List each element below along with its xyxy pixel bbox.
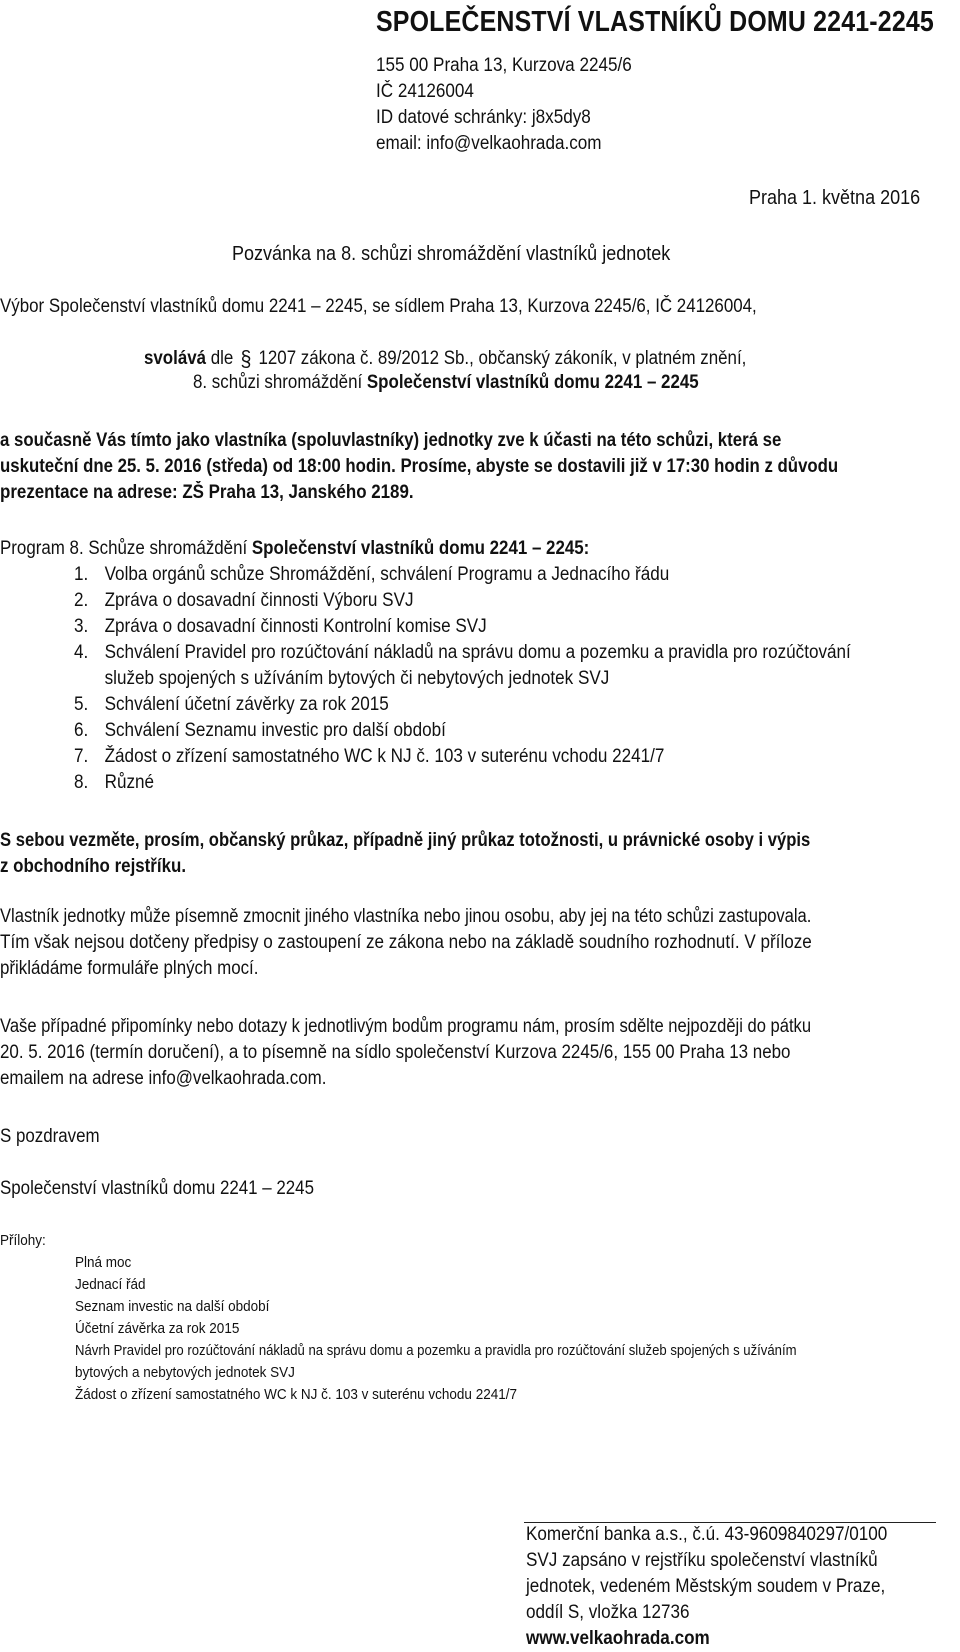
footer-registry-2: jednotek, vedeném Městským soudem v Praze, xyxy=(526,1576,886,1597)
comments-line-2: 20. 5. 2016 (termín doručení), a to písemně na sídlo společenství Kurzova 2245/6, 155 00 Praha 13 nebo xyxy=(0,1042,791,1063)
program-item-text: Žádost o zřízení samostatného WC k NJ č. 103 v suterénu vchodu 2241/7 xyxy=(104,746,665,767)
program-item-6 xyxy=(74,720,446,742)
program-item-text: Zpráva o dosavadní činnosti Kontrolní komise SVJ xyxy=(104,616,487,637)
program-item-text: Schválení Pravidel pro rozúčtování nákladů na správu domu a pozemku a pravidla pro rozúčtování xyxy=(104,642,851,663)
intro-line-3 xyxy=(193,372,699,394)
program-item-text: Schválení Seznamu investic pro další období xyxy=(104,720,446,741)
closing-greeting: S pozdravem xyxy=(0,1126,100,1147)
program-item-number: 6. xyxy=(74,720,89,741)
notice-line-2a: uskuteční dne 25. 5. 2016 (středa) od 18:00 hodin. xyxy=(0,456,396,477)
attachment-item: Jednací řád xyxy=(75,1276,146,1293)
program-item-text: Různé xyxy=(104,772,155,793)
footer-website[interactable]: www.velkaohrada.com xyxy=(526,1628,710,1649)
attachment-item: Účetní závěrka za rok 2015 xyxy=(75,1320,240,1337)
convenes-word: svolává xyxy=(144,348,207,369)
program-item-5 xyxy=(74,694,389,716)
program-item-4-continued xyxy=(74,668,609,690)
attachment-item: Plná moc xyxy=(75,1254,132,1271)
program-item-7 xyxy=(74,746,664,768)
attachment-item: bytových a nebytových jednotek SVJ xyxy=(75,1364,295,1381)
comments-line-1: Vaše případné připomínky nebo dotazy k jednotlivým bodům programu nám, prosím sdělte nejpozději do pátku xyxy=(0,1016,812,1037)
program-item-number: 1. xyxy=(74,564,89,585)
invitation-heading: Pozvánka na 8. schůzi shromáždění vlastníků jednotek xyxy=(232,243,671,265)
document-date: Praha 1. května 2016 xyxy=(749,187,921,209)
id-notice-line-2: z obchodního rejstříku. xyxy=(0,856,187,877)
program-item-number: 4. xyxy=(74,642,89,663)
program-heading xyxy=(0,538,589,560)
header-data-box: ID datové schránky: j8x5dy8 xyxy=(376,107,591,128)
footer-divider xyxy=(524,1522,936,1523)
header-email: email: info@velkaohrada.com xyxy=(376,133,602,154)
program-item-number: 5. xyxy=(74,694,89,715)
notice-line-3: prezentace na adrese: ZŠ Praha 13, Janského 2189. xyxy=(0,482,414,503)
notice-line-2b: Prosíme, abyste se dostavili již v 17:30 hodin z důvodu xyxy=(400,456,839,477)
program-item-text: Zpráva o dosavadní činnosti Výboru SVJ xyxy=(104,590,414,611)
intro-line-3b: Společenství vlastníků domu 2241 – 2245 xyxy=(366,372,699,393)
program-heading-b: Společenství vlastníků domu 2241 – 2245 xyxy=(251,538,584,559)
program-item-3 xyxy=(74,616,487,638)
program-item-number: 3. xyxy=(74,616,89,637)
signature: Společenství vlastníků domu 2241 – 2245 xyxy=(0,1178,314,1199)
attachment-item: Žádost o zřízení samostatného WC k NJ č. 103 v suterénu vchodu 2241/7 xyxy=(75,1386,517,1403)
intro-line-2 xyxy=(144,346,746,372)
footer-registry-1: SVJ zapsáno v rejstříku společenství vlastníků xyxy=(526,1550,878,1571)
program-item-text: služeb spojených s užíváním bytových či nebytových jednotek SVJ xyxy=(104,668,610,689)
proxy-line-1: Vlastník jednotky může písemně zmocnit jiného vlastníka nebo jinou osobu, aby jej na této schůzi zastupovala. xyxy=(0,906,812,927)
header-address: 155 00 Praha 13, Kurzova 2245/6 xyxy=(376,55,632,76)
intro-line-2a: dle xyxy=(210,348,234,369)
program-item-8 xyxy=(74,772,154,794)
intro-line-1: Výbor Společenství vlastníků domu 2241 – 2245, se sídlem Praha 13, Kurzova 2245/6, IČ 24126004, xyxy=(0,296,757,317)
program-item-4 xyxy=(74,642,851,664)
footer-registry-3: oddíl S, vložka 12736 xyxy=(526,1602,690,1623)
footer-bank: Komerční banka a.s., č.ú. 43-9609840297/0100 xyxy=(526,1524,888,1545)
notice-line-1: a současně Vás tímto jako vlastníka (spoluvlastníky) jednotky zve k účasti na této schůzi, která se xyxy=(0,430,782,451)
program-heading-c: : xyxy=(583,538,590,559)
program-item-2 xyxy=(74,590,414,612)
comments-line-3: emailem na adrese info@velkaohrada.com. xyxy=(0,1068,327,1089)
intro-line-3a: 8. schůzi shromáždění xyxy=(193,372,363,393)
attachments-label: Přílohy: xyxy=(0,1232,46,1249)
id-notice-line-1: S sebou vezměte, prosím, občanský průkaz, případně jiný průkaz totožnosti, u právnické osoby i výpis xyxy=(0,830,811,851)
document-title: SPOLEČENSTVÍ VLASTNÍKŮ DOMU 2241-2245 xyxy=(376,6,934,38)
proxy-line-2: Tím však nejsou dotčeny předpisy o zastoupení ze zákona nebo na základě soudního rozhodnutí. V příloze xyxy=(0,932,812,953)
program-item-number: 8. xyxy=(74,772,89,793)
header-ic: IČ 24126004 xyxy=(376,81,474,102)
notice-line-2 xyxy=(0,456,838,478)
section-sign: § xyxy=(240,346,252,371)
program-heading-a: Program 8. Schůze shromáždění xyxy=(0,538,248,559)
proxy-line-3: přikládáme formuláře plných mocí. xyxy=(0,958,259,979)
program-item-text: Volba orgánů schůze Shromáždění, schválení Programu a Jednacího řádu xyxy=(104,564,670,585)
program-item-1 xyxy=(74,564,669,586)
program-item-number: 2. xyxy=(74,590,89,611)
intro-line-2b: 1207 zákona č. 89/2012 Sb., občanský zákoník, v platném znění, xyxy=(258,348,747,369)
program-item-number: 7. xyxy=(74,746,89,767)
attachment-item: Seznam investic na další období xyxy=(75,1298,270,1315)
program-item-text: Schválení účetní závěrky za rok 2015 xyxy=(104,694,389,715)
attachment-item: Návrh Pravidel pro rozúčtování nákladů na správu domu a pozemku a pravidla pro rozúčtování služeb spojených s užíváním xyxy=(75,1342,797,1359)
